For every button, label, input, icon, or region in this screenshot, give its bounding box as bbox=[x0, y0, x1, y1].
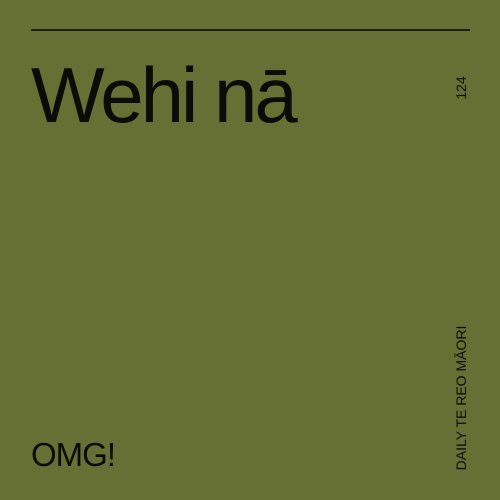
english-translation: OMG! bbox=[31, 436, 115, 473]
maori-phrase: Wehi nā bbox=[31, 51, 295, 139]
card-number: 124 bbox=[453, 76, 469, 100]
series-label: DAILY TE REO MĀORI bbox=[453, 325, 469, 471]
top-divider bbox=[31, 29, 470, 31]
